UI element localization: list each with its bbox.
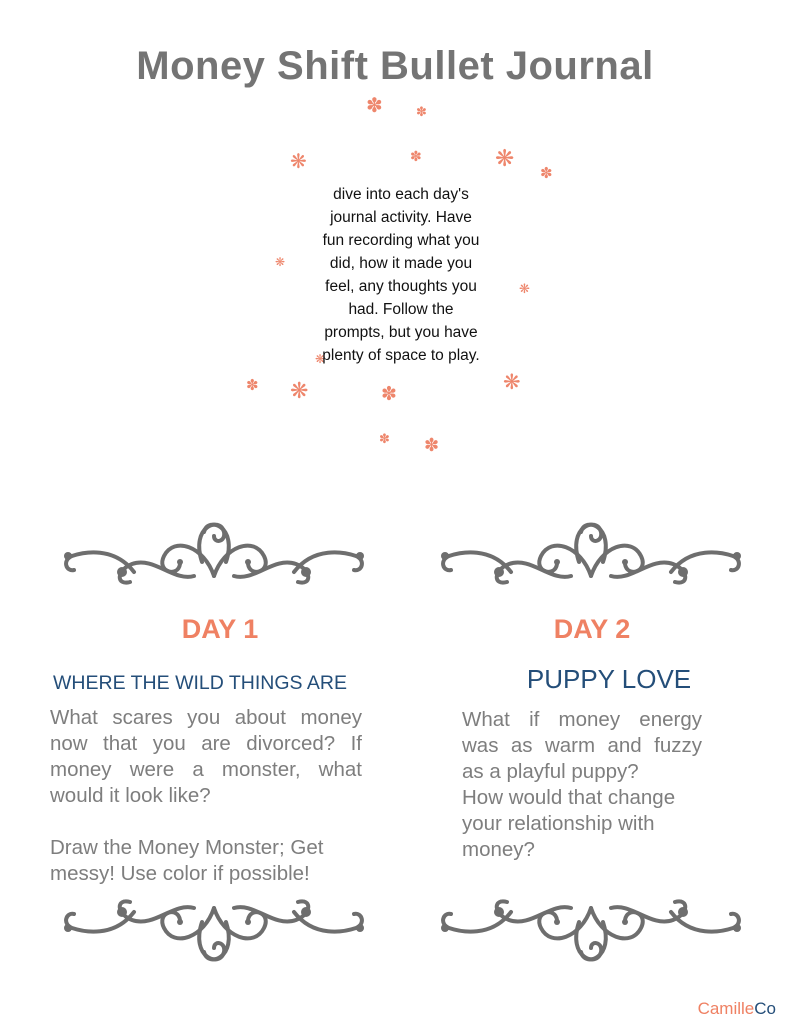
day-1-subtitle: WHERE THE WILD THINGS ARE — [53, 672, 347, 694]
flourish-divider-top-right — [431, 516, 751, 586]
asterisk-flower-icon: ✽ — [416, 104, 427, 119]
brand-part-1: Camille — [697, 999, 755, 1018]
asterisk-flower-icon: ❋ — [290, 378, 309, 403]
asterisk-flower-icon: ❋ — [290, 151, 307, 173]
prompt-line: money? — [462, 838, 535, 861]
prompt-line: would it look like? — [50, 784, 211, 807]
flourish-divider-bottom-right — [431, 898, 751, 968]
asterisk-flower-icon: ✽ — [410, 148, 422, 164]
asterisk-flower-icon: ✽ — [366, 95, 383, 117]
prompt-line: messy! Use color if possible! — [50, 862, 310, 885]
page-title: Money Shift Bullet Journal — [136, 44, 654, 88]
asterisk-flower-icon: ❋ — [275, 255, 286, 269]
prompt-line: your relationship with — [462, 812, 655, 835]
prompt-line: was as warm and fuzzy — [462, 734, 702, 757]
asterisk-flower-icon: ✽ — [424, 435, 440, 455]
asterisk-flower-icon: ✽ — [379, 431, 390, 446]
intro-line: journal activity. Have — [330, 209, 472, 226]
prompt-line: as a playful puppy? — [462, 760, 639, 783]
prompt-line: money were a monster, what — [50, 758, 362, 781]
day-1-prompt — [50, 705, 362, 887]
asterisk-flower-icon: ✽ — [246, 377, 259, 394]
intro-line: feel, any thoughts you — [325, 278, 477, 295]
prompt-line: What scares you about money — [50, 706, 362, 729]
asterisk-flower-icon: ✽ — [540, 165, 553, 182]
prompt-line: What if money energy — [462, 708, 702, 731]
intro-paragraph — [296, 183, 506, 367]
flourish-divider-bottom-left — [54, 898, 374, 968]
intro-line: prompts, but you have — [324, 324, 478, 341]
asterisk-flower-icon: ❋ — [315, 352, 326, 366]
brand-part-2: Co — [754, 999, 776, 1018]
intro-line: did, how it made you — [329, 255, 473, 272]
day-2-heading: DAY 2 — [553, 614, 631, 644]
prompt-line: How would that change — [462, 786, 676, 809]
intro-line: fun recording what you — [322, 232, 480, 249]
intro-line: dive into each day's — [333, 186, 469, 203]
asterisk-flower-icon: ❋ — [495, 145, 515, 171]
day-1-heading: DAY 1 — [181, 614, 259, 644]
intro-line: had. Follow the — [348, 301, 454, 318]
asterisk-flower-icon: ❋ — [503, 371, 521, 394]
intro-line: plenty of space to play. — [322, 347, 480, 364]
brand-logo — [698, 999, 776, 1019]
flourish-divider-top-left — [54, 516, 374, 586]
prompt-line: Draw the Money Monster; Get — [50, 836, 324, 859]
prompt-line: now that you are divorced? If — [50, 732, 362, 755]
asterisk-flower-icon: ❋ — [519, 281, 530, 296]
day-2-prompt — [462, 707, 702, 863]
asterisk-flower-icon: ✽ — [381, 384, 397, 405]
day-2-subtitle: PUPPY LOVE — [526, 664, 692, 694]
